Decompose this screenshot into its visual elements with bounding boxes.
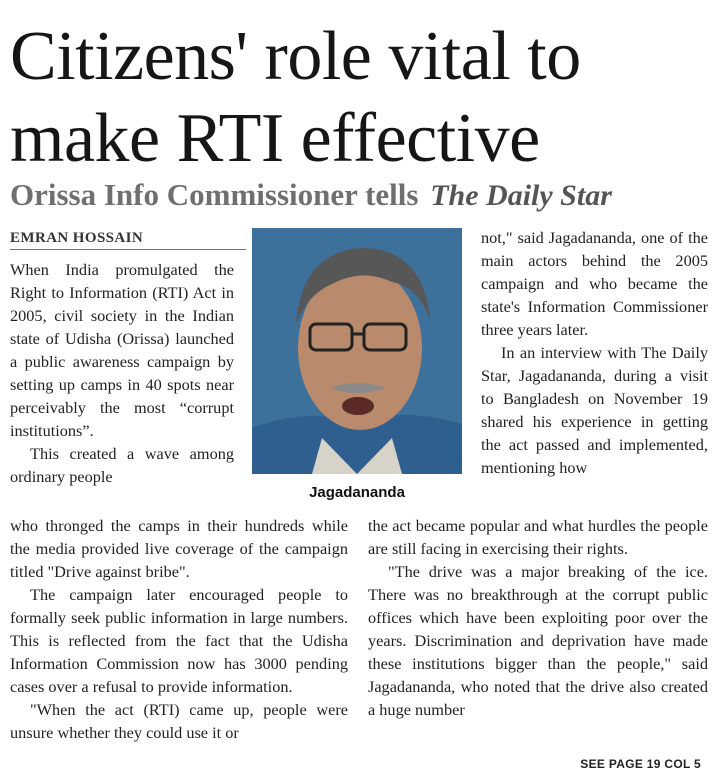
right-column-lower xyxy=(368,514,708,721)
paragraph: The campaign later encouraged people to formally seek public information in large numbers. This is reflected from the fact that the Udisha Information Commission now has 3000 pending cases over a refusal to provide information. xyxy=(10,585,348,696)
paragraph: This created a wave among ordinary people xyxy=(10,444,234,486)
paragraph: the act became popular and what hurdles the people are still facing in exercising their rights. xyxy=(368,516,708,558)
paragraph: who thronged the camps in their hundreds while the media provided live coverage of the campaign titled "Drive against bribe". xyxy=(10,516,348,581)
headline: Citizens' role vital to make RTI effective xyxy=(10,18,581,177)
subheadline xyxy=(10,174,710,217)
left-column-lower xyxy=(10,514,348,744)
masthead-logo: The Daily Star xyxy=(430,179,612,212)
left-column xyxy=(10,258,234,488)
paragraph: not," said Jagadananda, one of the main actors behind the 2005 campaign and who became the state's Information Commissioner three years later. xyxy=(481,228,708,339)
paragraph: "The drive was a major breaking of the ice. There was no breakthrough at the corrupt public offices which have been exploiting poor over the years. Discrimination and deprivation have made these institutions bigger than the people," said Jagadananda, who noted that the drive also created a huge number xyxy=(368,562,708,719)
photo-caption: Jagadananda xyxy=(309,484,405,501)
paragraph: In an interview with The Daily Star, Jagadananda, during a visit to Bangladesh on November 19 shared his experience in getting the act passed and implemented, mentioning how xyxy=(481,343,708,477)
paragraph: When India promulgated the Right to Information (RTI) Act in 2005, civil society in the Indian state of Udisha (Orissa) launched a public awareness campaign by setting up camps in 40 spots near perceivably the most “corrupt institutions”. xyxy=(10,260,234,440)
portrait-illustration xyxy=(252,228,462,474)
portrait-photo xyxy=(252,228,462,474)
byline: EMRAN HOSSAIN xyxy=(10,230,246,250)
deck-text: Orissa Info Commissioner tells xyxy=(10,177,419,212)
right-column xyxy=(481,226,708,479)
paragraph: "When the act (RTI) came up, people were unsure whether they could use it or xyxy=(10,700,348,742)
continuation-note: SEE PAGE 19 COL 5 xyxy=(580,757,701,771)
